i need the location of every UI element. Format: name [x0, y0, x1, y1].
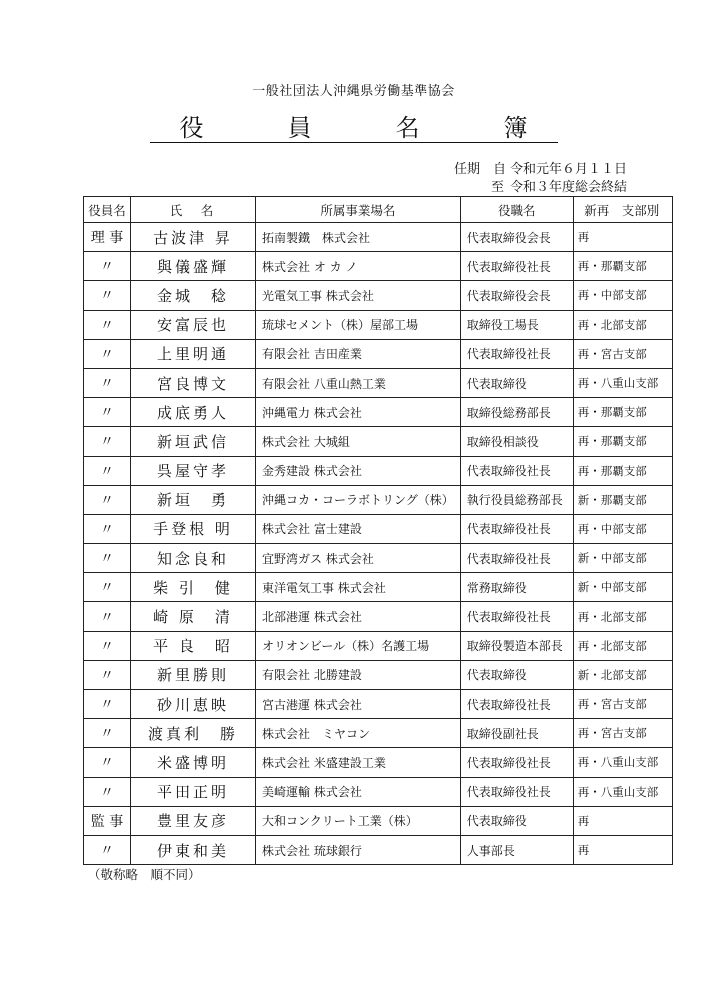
- officer-position: 代表取締役社長: [460, 252, 573, 281]
- page-title-text: 役 員 名 簿: [150, 114, 558, 143]
- officer-name: 手登根 明: [131, 514, 256, 543]
- table-row: [84, 398, 673, 427]
- officer-company: 株式会社 ミヤコン: [256, 719, 461, 748]
- officer-role: 監 事: [84, 806, 131, 835]
- officer-status: 新・中部支部: [573, 544, 672, 573]
- term-start-label: 任期 自: [454, 162, 507, 177]
- officer-company: 東洋電気工事 株式会社: [256, 573, 461, 602]
- officer-company: 株式会社 富士建設: [256, 514, 461, 543]
- officer-position: 取締役総務部長: [460, 398, 573, 427]
- officer-position: 取締役副社長: [460, 719, 573, 748]
- officer-position: 取締役工場長: [460, 310, 573, 339]
- table-row: [84, 339, 673, 368]
- col-header-position: 役職名: [460, 197, 573, 223]
- officer-name: 宮良博文: [131, 368, 256, 397]
- table-row: [84, 368, 673, 397]
- col-header-role: 役員名: [84, 197, 131, 223]
- officer-name: 平 良 昭: [131, 631, 256, 660]
- officer-role: 〃: [84, 573, 131, 602]
- table-header-row: [84, 197, 673, 223]
- officer-name: 上里明通: [131, 339, 256, 368]
- officer-company: 宜野湾ガス 株式会社: [256, 544, 461, 573]
- officer-status: 新・中部支部: [573, 573, 672, 602]
- organization-name: 一般社団法人沖縄県労働基準協会: [252, 84, 455, 99]
- officer-name: 古波津 昇: [131, 223, 256, 252]
- table-row: [84, 573, 673, 602]
- officer-role: 〃: [84, 748, 131, 777]
- officer-name: 呉屋守孝: [131, 456, 256, 485]
- officer-position: 代表取締役社長: [460, 514, 573, 543]
- officer-role: 〃: [84, 398, 131, 427]
- officer-company: 株式会社 大城組: [256, 427, 461, 456]
- officer-role: 〃: [84, 252, 131, 281]
- officer-position: 取締役相談役: [460, 427, 573, 456]
- officer-company: 有限会社 八重山熱工業: [256, 368, 461, 397]
- officer-role: 〃: [84, 368, 131, 397]
- officer-company: 有限会社 吉田産業: [256, 339, 461, 368]
- officer-status: 再: [573, 806, 672, 835]
- table-row: [84, 544, 673, 573]
- table-row: [84, 748, 673, 777]
- officer-company: 琉球セメント（株）屋部工場: [256, 310, 461, 339]
- officer-status: 再・北部支部: [573, 631, 672, 660]
- officer-name: 新里勝則: [131, 660, 256, 689]
- officer-company: 大和コンクリート工業（株）: [256, 806, 461, 835]
- table-row: [84, 777, 673, 806]
- officer-status: 再・八重山支部: [573, 368, 672, 397]
- officer-position: 代表取締役社長: [460, 544, 573, 573]
- officer-company: 拓南製鐵 株式会社: [256, 223, 461, 252]
- officer-name: 新垣 勇: [131, 485, 256, 514]
- officer-role: 〃: [84, 719, 131, 748]
- table-row: [84, 806, 673, 835]
- officer-company: 北部港運 株式会社: [256, 602, 461, 631]
- officer-position: 代表取締役: [460, 368, 573, 397]
- officer-name: 知念良和: [131, 544, 256, 573]
- officer-company: 株式会社 米盛建設工業: [256, 748, 461, 777]
- officer-company: 金秀建設 株式会社: [256, 456, 461, 485]
- officer-position: 代表取締役社長: [460, 777, 573, 806]
- officer-role: 〃: [84, 602, 131, 631]
- term-of-office: [454, 161, 627, 197]
- officer-status: 再: [573, 223, 672, 252]
- officer-role: 〃: [84, 660, 131, 689]
- officer-position: 代表取締役社長: [460, 690, 573, 719]
- officer-role: 〃: [84, 835, 131, 864]
- officer-role: 〃: [84, 456, 131, 485]
- officer-position: 取締役製造本部長: [460, 631, 573, 660]
- officer-role: 〃: [84, 777, 131, 806]
- officer-role: 〃: [84, 631, 131, 660]
- officer-name: 米盛博明: [131, 748, 256, 777]
- table-row: [84, 310, 673, 339]
- officer-status: 再・那覇支部: [573, 427, 672, 456]
- term-end-label: 至: [490, 180, 504, 195]
- officer-status: 再・北部支部: [573, 310, 672, 339]
- table-row: [84, 690, 673, 719]
- table-row: [84, 485, 673, 514]
- officer-role: 〃: [84, 485, 131, 514]
- officer-position: 代表取締役社長: [460, 748, 573, 777]
- officer-company: 沖縄電力 株式会社: [256, 398, 461, 427]
- officer-status: 再・宮古支部: [573, 690, 672, 719]
- officer-company: オリオンビール（株）名護工場: [256, 631, 461, 660]
- col-header-name: 氏 名: [131, 197, 256, 223]
- term-end-value: 令和３年度総会終結: [510, 180, 628, 195]
- officer-name: 新垣武信: [131, 427, 256, 456]
- officer-name: 豊里友彦: [131, 806, 256, 835]
- officer-position: 代表取締役: [460, 660, 573, 689]
- term-start-value: 令和元年６月１１日: [510, 162, 628, 177]
- officer-status: 再・八重山支部: [573, 748, 672, 777]
- officer-company: 光電気工事 株式会社: [256, 281, 461, 310]
- officer-position: 代表取締役社長: [460, 602, 573, 631]
- table-row: [84, 223, 673, 252]
- table-row: [84, 281, 673, 310]
- term-start: [454, 161, 627, 179]
- officer-role: 〃: [84, 281, 131, 310]
- officer-role: 理 事: [84, 223, 131, 252]
- officer-name: 柴 引 健: [131, 573, 256, 602]
- officer-name: 成底勇人: [131, 398, 256, 427]
- table-row: [84, 660, 673, 689]
- officer-position: 代表取締役会長: [460, 223, 573, 252]
- table-row: [84, 456, 673, 485]
- officer-role: 〃: [84, 427, 131, 456]
- officer-company: 株式会社 オ カ ノ: [256, 252, 461, 281]
- officer-position: 代表取締役社長: [460, 339, 573, 368]
- officer-name: 與儀盛輝: [131, 252, 256, 281]
- officer-name: 伊東和美: [131, 835, 256, 864]
- officer-roster-table: [83, 196, 673, 865]
- officer-status: 再・宮古支部: [573, 339, 672, 368]
- table-body: [84, 223, 673, 865]
- officer-status: 再・那覇支部: [573, 398, 672, 427]
- officer-status: 再・宮古支部: [573, 719, 672, 748]
- officer-name: 安富辰也: [131, 310, 256, 339]
- officer-name: 崎 原 清: [131, 602, 256, 631]
- officer-name: 砂川恵映: [131, 690, 256, 719]
- term-end: [454, 179, 627, 197]
- table-row: [84, 427, 673, 456]
- footnote: （敬称略 順不同）: [88, 867, 201, 882]
- table-row: [84, 252, 673, 281]
- officer-company: 宮古港運 株式会社: [256, 690, 461, 719]
- table-row: [84, 631, 673, 660]
- officer-status: 新・那覇支部: [573, 485, 672, 514]
- officer-role: 〃: [84, 690, 131, 719]
- officer-position: 執行役員総務部長: [460, 485, 573, 514]
- table-row: [84, 835, 673, 864]
- officer-status: 再・中部支部: [573, 281, 672, 310]
- officer-name: 渡真利 勝: [131, 719, 256, 748]
- officer-position: 代表取締役会長: [460, 281, 573, 310]
- officer-role: 〃: [84, 544, 131, 573]
- officer-position: 常務取締役: [460, 573, 573, 602]
- officer-status: 再・北部支部: [573, 602, 672, 631]
- officer-status: 再: [573, 835, 672, 864]
- officer-role: 〃: [84, 339, 131, 368]
- officer-role: 〃: [84, 310, 131, 339]
- officer-company: 美崎運輸 株式会社: [256, 777, 461, 806]
- officer-position: 人事部長: [460, 835, 573, 864]
- officer-position: 代表取締役: [460, 806, 573, 835]
- officer-status: 新・北部支部: [573, 660, 672, 689]
- officer-name: 平田正明: [131, 777, 256, 806]
- table-row: [84, 602, 673, 631]
- officer-name: 金城 稔: [131, 281, 256, 310]
- officer-status: 再・八重山支部: [573, 777, 672, 806]
- officer-status: 再・中部支部: [573, 514, 672, 543]
- officer-status: 再・那覇支部: [573, 252, 672, 281]
- officer-company: 株式会社 琉球銀行: [256, 835, 461, 864]
- col-header-company: 所属事業場名: [256, 197, 461, 223]
- page-title: [0, 108, 707, 143]
- officer-position: 代表取締役社長: [460, 456, 573, 485]
- table-row: [84, 514, 673, 543]
- officer-company: 有限会社 北勝建設: [256, 660, 461, 689]
- officer-status: 再・那覇支部: [573, 456, 672, 485]
- col-header-status: 新再 支部別: [573, 197, 672, 223]
- officer-company: 沖縄コカ・コーラボトリング（株）: [256, 485, 461, 514]
- officer-role: 〃: [84, 514, 131, 543]
- table-row: [84, 719, 673, 748]
